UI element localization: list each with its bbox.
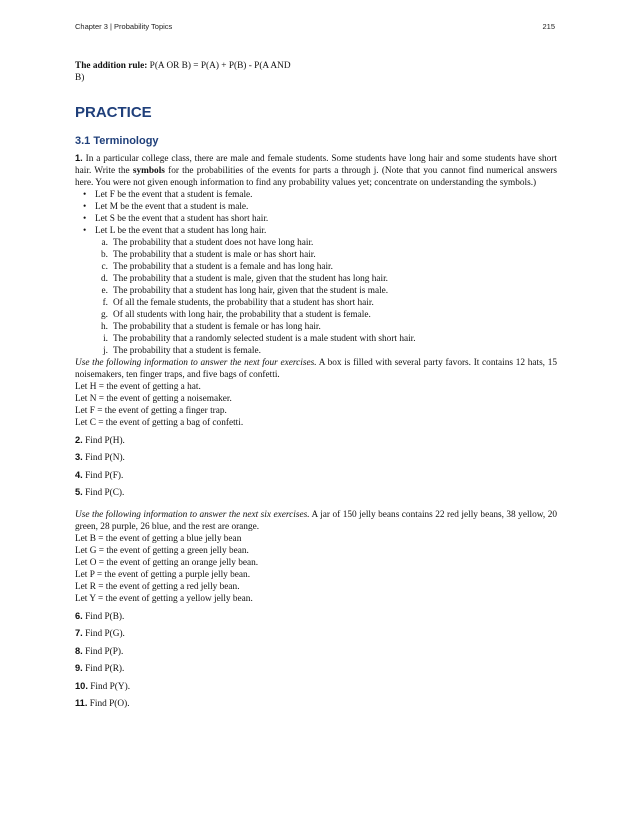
question-number: 4. (75, 469, 83, 480)
list-item (95, 285, 557, 297)
list-item (95, 237, 557, 249)
list-item (95, 345, 557, 357)
question-1 (75, 152, 557, 189)
part-letter: a. (101, 238, 108, 248)
question-number: 5. (75, 487, 83, 497)
question-11 (75, 697, 557, 710)
page-content (75, 60, 557, 710)
question-text-cont: for the probabilities of the events for parts a through j. (Note that you cannot find numerical answers here. You were not given enough information to find any probability values yet; concentrate on understanding the symbols.) (75, 166, 557, 188)
question-3 (75, 451, 557, 464)
question-text: Find P(C). (82, 488, 125, 498)
part-text: The probability that a student does not have long hair. (113, 238, 314, 248)
question-number: 10. (75, 680, 88, 691)
list-item (95, 249, 557, 261)
part-text: The probability that a student is male or has short hair. (113, 250, 316, 260)
question-8 (75, 645, 557, 658)
bold-term: symbols (132, 166, 165, 176)
section-heading: 3.1 Terminology (75, 135, 159, 147)
part-letter: c. (101, 262, 108, 272)
list-item: • Let S be the event that a student has short hair. (83, 213, 557, 225)
list-item (95, 273, 557, 285)
list-item: • Let M be the event that a student is male. (83, 201, 557, 213)
addition-rule-formula-cont: B) (75, 73, 85, 83)
part-text: Of all students with long hair, the probability that a student is female. (113, 310, 371, 320)
event-definition: Let P = the event of getting a purple jelly bean. (75, 570, 251, 580)
question-text: Find P(Y). (87, 681, 131, 692)
question-number: 1. (75, 153, 83, 163)
part-letter: f. (102, 298, 108, 308)
list-item: • Let L be the event that a student has long hair. (83, 225, 557, 237)
part-text: Of all the female students, the probability that a student has short hair. (113, 298, 374, 308)
part-letter: h. (101, 322, 108, 332)
part-text: The probability that a student is female. (113, 346, 261, 356)
question-text: Find P(B). (82, 611, 125, 622)
list-item (95, 309, 557, 321)
question-number: 11. (75, 698, 88, 708)
question-text: Find P(O). (87, 699, 130, 709)
question-7 (75, 627, 557, 640)
question-number: 6. (75, 610, 83, 621)
question-number: 7. (75, 628, 83, 638)
exercise-set-1-intro (75, 357, 557, 381)
part-letter: e. (101, 286, 108, 296)
list-item (95, 261, 557, 273)
question-number: 2. (75, 434, 83, 445)
question-text: Find P(P). (82, 646, 124, 657)
addition-rule-formula: P(A OR B) = P(A) + P(B) - P(A AND (147, 61, 291, 71)
part-letter: j. (103, 346, 108, 356)
event-definition: Let N = the event of getting a noisemaker. (75, 394, 232, 404)
list-item (95, 297, 557, 309)
intro-text: A box is filled with several party favors. It contains 12 hats, 15 noisemakers, ten finger traps, and five bags of confetti. (75, 358, 557, 380)
question-text: Find P(H). (82, 435, 125, 446)
part-letter: g. (101, 310, 108, 320)
question-number: 3. (75, 452, 83, 462)
list-item (95, 333, 557, 345)
part-text: The probability that a student is male, given that the student has long hair. (113, 274, 388, 284)
part-text: The probability that a student has long hair, given that the student is male. (113, 286, 389, 296)
part-letter: b. (101, 250, 108, 260)
exercise-set-2-intro (75, 509, 557, 533)
question-number: 9. (75, 663, 83, 673)
question-parts (75, 237, 557, 357)
part-text: The probability that a student is female or has long hair. (113, 322, 321, 332)
instruction-text: Use the following information to answer the next four exercises. (75, 358, 317, 368)
part-letter: d. (101, 274, 108, 284)
addition-rule-label: The addition rule: (75, 61, 148, 71)
event-definition: Let C = the event of getting a bag of confetti. (75, 418, 244, 428)
list-item: • Let F be the event that a student is female. (83, 189, 557, 201)
event-definition: Let H = the event of getting a hat. (75, 382, 201, 392)
question-2 (75, 434, 557, 447)
question-number: 8. (75, 645, 83, 656)
question-10 (75, 680, 557, 693)
event-definition: Let G = the event of getting a green jelly bean. (75, 546, 249, 556)
chapter-title: Chapter 3 | Probability Topics (75, 22, 173, 31)
event-definitions (75, 189, 557, 237)
practice-heading: PRACTICE (75, 104, 152, 121)
question-text: Find P(R). (82, 664, 125, 674)
instruction-text: Use the following information to answer the next six exercises. (75, 510, 310, 520)
event-definition: Let F = the event of getting a finger trap. (75, 406, 227, 416)
question-text: Find P(N). (82, 453, 125, 463)
event-definition: Let B = the event of getting a blue jelly bean (75, 534, 242, 544)
question-text: Find P(F). (82, 470, 124, 481)
event-definition: Let Y = the event of getting a yellow jelly bean. (75, 594, 253, 604)
question-5 (75, 486, 557, 499)
event-definition: Let R = the event of getting a red jelly bean. (75, 582, 240, 592)
question-4 (75, 469, 557, 482)
intro-text: A jar of 150 jelly beans contains 22 red jelly beans, 38 yellow, 20 green, 28 purple, 26 blue, and the rest are orange. (75, 510, 557, 532)
part-text: The probability that a student is a female and has long hair. (113, 262, 333, 272)
question-text: Find P(G). (82, 629, 125, 639)
question-9 (75, 662, 557, 675)
list-item (95, 321, 557, 333)
event-definition: Let O = the event of getting an orange jelly bean. (75, 558, 259, 568)
page-number: 215 (542, 22, 555, 31)
question-6 (75, 610, 557, 623)
question-text: In a particular college class, there are male and female students. Some students have long hair and some students have short hair. Write the (75, 154, 557, 176)
part-text: The probability that a randomly selected student is a male student with short hair. (113, 334, 416, 344)
part-letter: i. (103, 334, 108, 344)
addition-rule (75, 60, 320, 84)
